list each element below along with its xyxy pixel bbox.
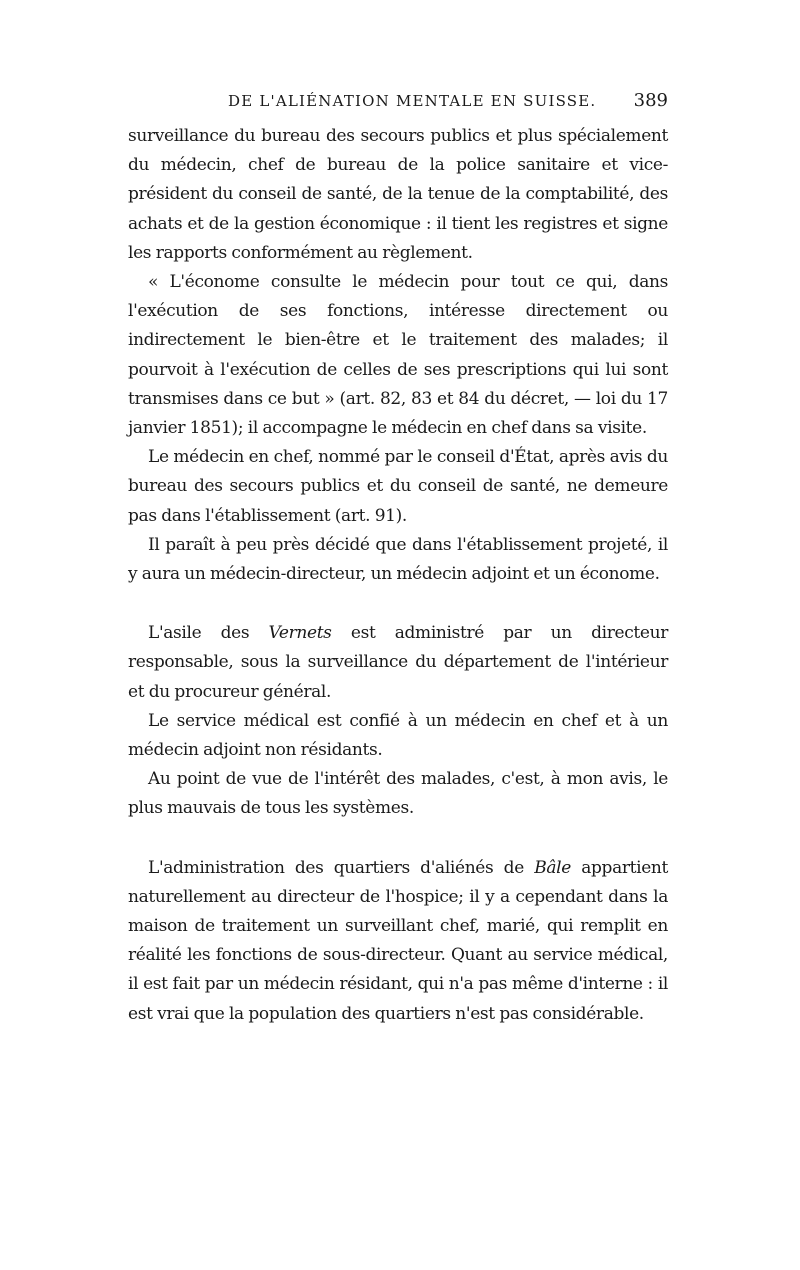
paragraph-quotation: « L'économe consulte le médecin pour tout ce qui, dans l'exécution de ses fonctions, intéresse directement ou indirectement le bien-être et le traitement des malades; il pourvoit à l'exécution de celles de ses prescriptions qui lui sont transmises dans ce but » (art. 82, 83 et 84 du décret, — loi du 17 janvier 1851); il accompagne le médecin en chef dans sa visite.	[128, 272, 668, 439]
paragraph-continuation: surveillance du bureau des secours publics et plus spécialement du médecin, chef de bureau de la police sanitaire et vice-président du conseil de santé, de la tenue de la comptabilité, des achats et de la gestion économique : il tient les registres et signe les rapports conformément au règlement.	[128, 126, 668, 263]
paragraph-bale	[128, 854, 668, 1029]
text-run: L'asile des	[148, 623, 269, 644]
book-page	[128, 88, 668, 1029]
paragraph-projected-establishment: Il paraît à peu près décidé que dans l'établissement projeté, il y aura un médecin-directeur, un médecin adjoint et un économe.	[128, 534, 668, 585]
paragraph-chief-physician: Le médecin en chef, nommé par le conseil d'État, après avis du bureau des secours publics et du conseil de santé, ne demeure pas dans l'établissement (art. 91).	[128, 447, 668, 526]
text-run: appartient naturellement au directeur de l'hospice; il y a cependant dans la maison de traitement un surveillant chef, marié, qui remplit en réalité les fonctions de sous-directeur. Quant au service médical, il est fait par un médecin résidant, qui n'a pas même d'interne : il est vrai que la population des quartiers n'est pas considérable.	[128, 857, 668, 1024]
place-name-bale: Bâle	[534, 857, 571, 878]
page-number: 389	[633, 90, 668, 111]
paragraph-vernets	[128, 619, 668, 707]
body-text	[128, 122, 668, 1029]
running-header	[128, 88, 668, 116]
paragraph-medical-service: Le service médical est confié à un médecin en chef et à un médecin adjoint non résidants.	[128, 710, 668, 761]
text-run: L'administration des quartiers d'aliénés de	[148, 857, 535, 878]
place-name-vernets: Vernets	[268, 623, 332, 644]
running-title: DE L'ALIÉNATION MENTALE EN SUISSE.	[228, 92, 597, 110]
text-run: est administré par un directeur responsable, sous la surveillance du département de l'intérieur et du procureur général.	[128, 623, 668, 702]
paragraph-opinion: Au point de vue de l'intérêt des malades, c'est, à mon avis, le plus mauvais de tous les systèmes.	[128, 769, 668, 819]
